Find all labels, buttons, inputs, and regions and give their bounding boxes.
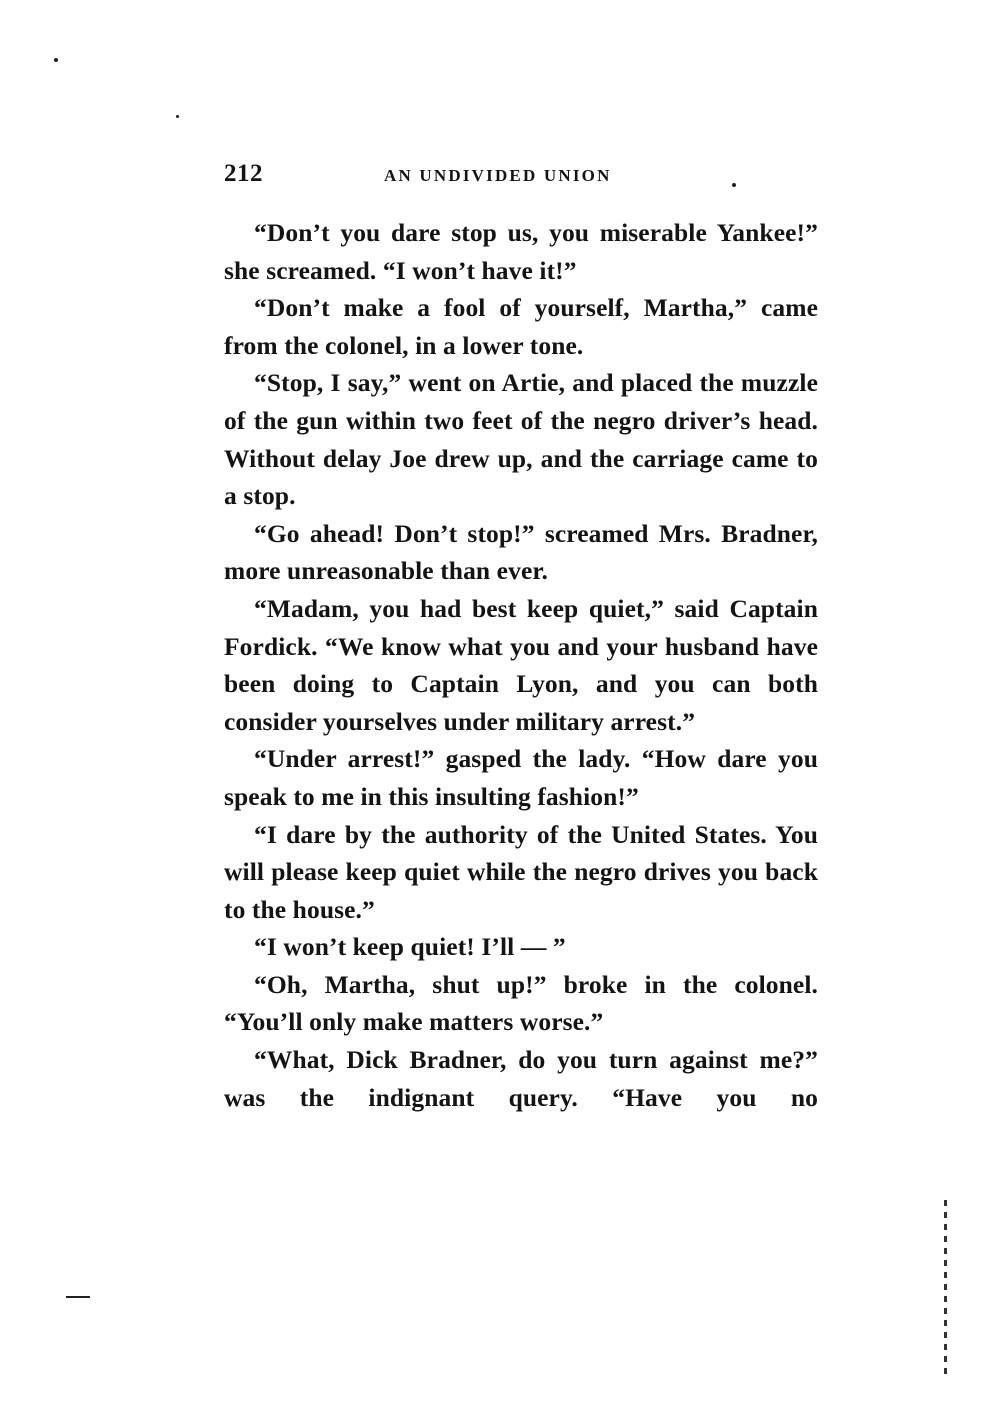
scan-speck xyxy=(176,115,179,118)
body-text xyxy=(224,214,818,1116)
scan-mark xyxy=(66,1296,90,1298)
paragraph: “Don’t you dare stop us, you miserable Yankee!” she screamed. “I won’t have it!” xyxy=(224,218,818,285)
paragraph: “I won’t keep quiet! I’ll — ” xyxy=(254,932,566,962)
paragraph: “Don’t make a fool of yourself, Martha,” came from the colonel, in a lower tone. xyxy=(224,293,818,360)
scan-speck xyxy=(54,58,58,62)
paragraph: “Madam, you had best keep quiet,” said Captain Fordick. “We know what you and your husband have been doing to Captain Lyon, and you can both consider yourselves under military arrest.” xyxy=(224,593,818,736)
page-number: 212 xyxy=(224,160,263,187)
paragraph: “What, Dick Bradner, do you turn against me?” was the indignant query. “Have you no xyxy=(224,1045,818,1112)
paragraph: “Go ahead! Don’t stop!” screamed Mrs. Bradner, more unreasonable than ever. xyxy=(224,518,818,586)
running-head: AN UNDIVIDED UNION xyxy=(384,166,612,185)
paragraph: “I dare by the authority of the United States. You will please keep quiet while the negro drives you back to the house.” xyxy=(224,819,818,924)
paragraph: “Stop, I say,” went on Artie, and placed the muzzle of the gun within two feet of the negro driver’s head. Without delay Joe drew up, and the carriage came to a stop. xyxy=(224,368,818,511)
page-edge-shadow xyxy=(944,1200,947,1378)
page-header xyxy=(224,160,820,196)
paragraph: “Under arrest!” gasped the lady. “How dare you speak to me in this insulting fashion!” xyxy=(224,744,818,811)
paragraph: “Oh, Martha, shut up!” broke in the colonel. “You’ll only make matters worse.” xyxy=(224,969,818,1037)
